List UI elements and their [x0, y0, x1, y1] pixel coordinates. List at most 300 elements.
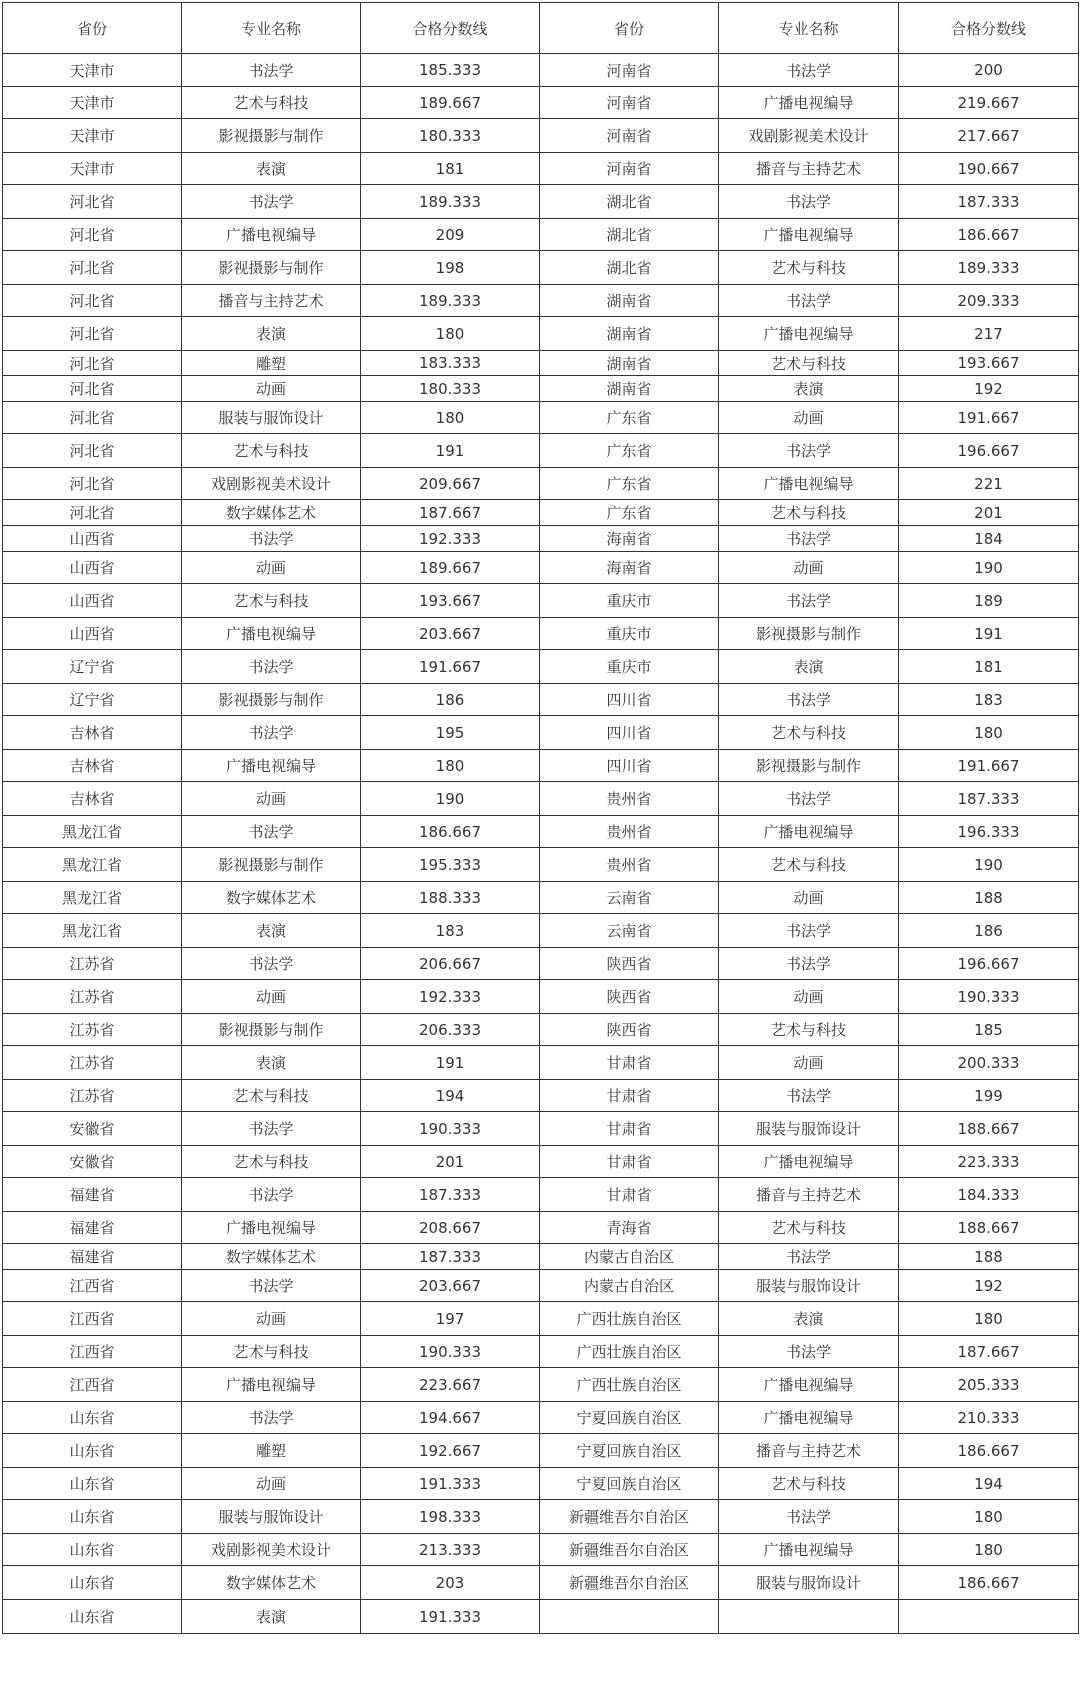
score-cell: 221	[899, 468, 1079, 500]
score-cell: 209.333	[899, 285, 1079, 317]
table-row	[3, 1244, 1079, 1270]
province-cell: 海南省	[540, 526, 719, 552]
score-cell: 191	[899, 618, 1079, 650]
score-cell: 180.333	[361, 119, 540, 153]
score-cell: 194	[899, 1468, 1079, 1500]
table-row	[3, 1600, 1079, 1634]
table-row	[3, 650, 1079, 684]
province-cell: 河南省	[540, 153, 719, 185]
province-cell: 辽宁省	[3, 650, 182, 684]
province-cell: 江苏省	[3, 1080, 182, 1112]
province-cell: 广西壮族自治区	[540, 1336, 719, 1368]
major-cell: 书法学	[182, 526, 361, 552]
table-row	[3, 285, 1079, 317]
score-cell: 191.667	[899, 402, 1079, 434]
score-cell: 191.667	[899, 750, 1079, 782]
score-cell: 192.333	[361, 980, 540, 1014]
score-cell: 196.667	[899, 434, 1079, 468]
major-cell: 广播电视编导	[182, 750, 361, 782]
table-row	[3, 526, 1079, 552]
header-province-1: 省份	[3, 3, 182, 54]
province-cell: 湖北省	[540, 251, 719, 285]
table-header	[3, 3, 1079, 54]
province-cell: 河北省	[3, 251, 182, 285]
province-cell: 吉林省	[3, 716, 182, 750]
score-cell: 189.333	[361, 285, 540, 317]
score-cell: 209.667	[361, 468, 540, 500]
major-cell: 影视摄影与制作	[182, 848, 361, 882]
major-cell: 书法学	[182, 1178, 361, 1212]
province-cell: 吉林省	[3, 750, 182, 782]
province-cell: 新疆维吾尔自治区	[540, 1566, 719, 1600]
score-cell: 185.333	[361, 54, 540, 87]
major-cell: 表演	[719, 376, 899, 402]
province-cell: 天津市	[3, 54, 182, 87]
major-cell: 书法学	[182, 1270, 361, 1302]
province-cell: 河南省	[540, 87, 719, 119]
major-cell: 艺术与科技	[719, 251, 899, 285]
major-cell: 书法学	[182, 816, 361, 848]
province-cell: 天津市	[3, 119, 182, 153]
table-row	[3, 468, 1079, 500]
score-cell: 191.333	[361, 1468, 540, 1500]
major-cell: 广播电视编导	[182, 1368, 361, 1402]
province-cell: 宁夏回族自治区	[540, 1468, 719, 1500]
score-cell: 206.667	[361, 948, 540, 980]
province-cell: 山西省	[3, 584, 182, 618]
province-cell: 山东省	[3, 1534, 182, 1566]
province-cell: 河北省	[3, 285, 182, 317]
major-cell: 书法学	[719, 584, 899, 618]
major-cell: 艺术与科技	[719, 1212, 899, 1244]
table-row	[3, 1566, 1079, 1600]
table-row	[3, 1434, 1079, 1468]
table-row	[3, 251, 1079, 285]
score-cell: 187.333	[361, 1178, 540, 1212]
score-cell: 184.333	[899, 1178, 1079, 1212]
score-cell: 180	[899, 1534, 1079, 1566]
score-cell: 183	[899, 684, 1079, 716]
table-row	[3, 376, 1079, 402]
score-cell: 213.333	[361, 1534, 540, 1566]
major-cell: 广播电视编导	[182, 618, 361, 650]
table-row	[3, 750, 1079, 782]
major-cell: 广播电视编导	[719, 1534, 899, 1566]
score-cell: 180	[361, 750, 540, 782]
score-cell: 180	[361, 317, 540, 351]
score-cell: 210.333	[899, 1402, 1079, 1434]
score-cell: 193.667	[899, 351, 1079, 376]
province-cell: 安徽省	[3, 1146, 182, 1178]
province-cell: 甘肃省	[540, 1046, 719, 1080]
province-cell: 江苏省	[3, 980, 182, 1014]
header-major-1: 专业名称	[182, 3, 361, 54]
score-cell: 203	[361, 1566, 540, 1600]
major-cell: 艺术与科技	[719, 351, 899, 376]
major-cell: 书法学	[182, 185, 361, 219]
score-cell: 189.333	[361, 185, 540, 219]
province-cell: 天津市	[3, 153, 182, 185]
major-cell: 艺术与科技	[719, 1014, 899, 1046]
major-cell: 书法学	[719, 434, 899, 468]
major-cell: 影视摄影与制作	[182, 684, 361, 716]
province-cell: 福建省	[3, 1244, 182, 1270]
table-row	[3, 684, 1079, 716]
table-row	[3, 219, 1079, 251]
score-cell: 180	[899, 716, 1079, 750]
table-row	[3, 782, 1079, 816]
major-cell: 艺术与科技	[182, 434, 361, 468]
major-cell: 动画	[719, 402, 899, 434]
score-cell: 217.667	[899, 119, 1079, 153]
major-cell: 动画	[719, 1046, 899, 1080]
table-row	[3, 1112, 1079, 1146]
score-cell: 192.667	[361, 1434, 540, 1468]
province-cell: 福建省	[3, 1212, 182, 1244]
table-row	[3, 948, 1079, 980]
table-row	[3, 1146, 1079, 1178]
major-cell: 表演	[719, 650, 899, 684]
province-cell: 湖南省	[540, 351, 719, 376]
province-cell: 安徽省	[3, 1112, 182, 1146]
table-row	[3, 1080, 1079, 1112]
major-cell: 书法学	[719, 948, 899, 980]
score-cell: 195.333	[361, 848, 540, 882]
major-cell: 影视摄影与制作	[719, 618, 899, 650]
table-row	[3, 618, 1079, 650]
major-cell: 艺术与科技	[719, 716, 899, 750]
province-cell: 天津市	[3, 87, 182, 119]
major-cell: 艺术与科技	[182, 1336, 361, 1368]
major-cell: 广播电视编导	[182, 219, 361, 251]
score-cell: 180	[899, 1500, 1079, 1534]
score-cell: 188.667	[899, 1112, 1079, 1146]
major-cell: 表演	[182, 317, 361, 351]
province-cell: 河北省	[3, 434, 182, 468]
score-cell: 180	[899, 1302, 1079, 1336]
table-row	[3, 1302, 1079, 1336]
province-cell: 内蒙古自治区	[540, 1244, 719, 1270]
major-cell: 数字媒体艺术	[182, 882, 361, 914]
score-cell: 208.667	[361, 1212, 540, 1244]
province-cell: 河北省	[3, 402, 182, 434]
major-cell: 广播电视编导	[719, 468, 899, 500]
major-cell: 表演	[182, 153, 361, 185]
major-cell: 动画	[182, 1302, 361, 1336]
table-row	[3, 185, 1079, 219]
province-cell: 山东省	[3, 1500, 182, 1534]
province-cell: 贵州省	[540, 848, 719, 882]
province-cell: 重庆市	[540, 584, 719, 618]
province-cell: 河北省	[3, 468, 182, 500]
score-cell: 198.333	[361, 1500, 540, 1534]
header-row	[3, 3, 1079, 54]
major-cell: 数字媒体艺术	[182, 1566, 361, 1600]
score-cell: 189	[899, 584, 1079, 618]
score-cell: 196.333	[899, 816, 1079, 848]
province-cell: 广西壮族自治区	[540, 1368, 719, 1402]
major-cell: 书法学	[719, 1500, 899, 1534]
table-row	[3, 402, 1079, 434]
major-cell: 艺术与科技	[182, 87, 361, 119]
province-cell: 四川省	[540, 750, 719, 782]
score-cell: 195	[361, 716, 540, 750]
table-row	[3, 1014, 1079, 1046]
major-cell: 书法学	[719, 1336, 899, 1368]
province-cell: 广东省	[540, 402, 719, 434]
major-cell: 书法学	[719, 1244, 899, 1270]
province-cell: 湖南省	[540, 285, 719, 317]
score-cell: 180	[361, 402, 540, 434]
major-cell: 服装与服饰设计	[719, 1270, 899, 1302]
score-cell: 183	[361, 914, 540, 948]
major-cell: 书法学	[719, 782, 899, 816]
major-cell: 艺术与科技	[719, 848, 899, 882]
major-cell: 表演	[719, 1302, 899, 1336]
major-cell: 书法学	[719, 684, 899, 716]
score-cell: 185	[899, 1014, 1079, 1046]
major-cell: 书法学	[182, 716, 361, 750]
table-row	[3, 119, 1079, 153]
score-cell: 223.333	[899, 1146, 1079, 1178]
major-cell: 动画	[182, 980, 361, 1014]
province-cell: 甘肃省	[540, 1112, 719, 1146]
major-cell: 动画	[182, 376, 361, 402]
score-cell: 187.333	[361, 1244, 540, 1270]
province-cell: 陕西省	[540, 980, 719, 1014]
major-cell: 书法学	[719, 914, 899, 948]
major-cell: 表演	[182, 1046, 361, 1080]
major-cell: 服装与服饰设计	[182, 402, 361, 434]
province-cell	[540, 1600, 719, 1634]
province-cell: 四川省	[540, 716, 719, 750]
major-cell: 影视摄影与制作	[719, 750, 899, 782]
table-row	[3, 54, 1079, 87]
major-cell: 艺术与科技	[719, 1468, 899, 1500]
province-cell: 河北省	[3, 317, 182, 351]
table-row	[3, 1402, 1079, 1434]
major-cell: 书法学	[719, 1080, 899, 1112]
province-cell: 山东省	[3, 1600, 182, 1634]
major-cell: 影视摄影与制作	[182, 1014, 361, 1046]
score-cell: 223.667	[361, 1368, 540, 1402]
province-cell: 内蒙古自治区	[540, 1270, 719, 1302]
table-row	[3, 584, 1079, 618]
major-cell: 数字媒体艺术	[182, 500, 361, 526]
table-row	[3, 1212, 1079, 1244]
score-cell: 186.667	[361, 816, 540, 848]
major-cell: 书法学	[719, 185, 899, 219]
province-cell: 湖南省	[540, 317, 719, 351]
score-cell: 186.667	[899, 1566, 1079, 1600]
table-row	[3, 1368, 1079, 1402]
province-cell: 山西省	[3, 618, 182, 650]
major-cell: 书法学	[182, 948, 361, 980]
table-row	[3, 848, 1079, 882]
province-cell: 黑龙江省	[3, 882, 182, 914]
score-cell: 193.667	[361, 584, 540, 618]
major-cell: 书法学	[719, 54, 899, 87]
score-cell: 192	[899, 1270, 1079, 1302]
score-cell: 190	[361, 782, 540, 816]
score-cell: 186.667	[899, 219, 1079, 251]
header-province-2: 省份	[540, 3, 719, 54]
major-cell: 书法学	[719, 526, 899, 552]
province-cell: 山东省	[3, 1468, 182, 1500]
score-cell: 199	[899, 1080, 1079, 1112]
province-cell: 河北省	[3, 376, 182, 402]
score-cell: 191	[361, 1046, 540, 1080]
province-cell: 黑龙江省	[3, 816, 182, 848]
major-cell: 广播电视编导	[719, 87, 899, 119]
table-row	[3, 1534, 1079, 1566]
province-cell: 山西省	[3, 552, 182, 584]
score-cell: 190.333	[361, 1336, 540, 1368]
province-cell: 江苏省	[3, 1014, 182, 1046]
score-cell: 203.667	[361, 1270, 540, 1302]
table-row	[3, 317, 1079, 351]
province-cell: 广西壮族自治区	[540, 1302, 719, 1336]
major-cell: 广播电视编导	[182, 1212, 361, 1244]
score-cell: 187.667	[361, 500, 540, 526]
score-cell: 190.667	[899, 153, 1079, 185]
score-cell: 194.667	[361, 1402, 540, 1434]
header-score-2: 合格分数线	[899, 3, 1079, 54]
score-cell: 188.667	[899, 1212, 1079, 1244]
score-cell: 187.333	[899, 185, 1079, 219]
major-cell: 雕塑	[182, 351, 361, 376]
province-cell: 重庆市	[540, 650, 719, 684]
major-cell: 广播电视编导	[719, 1146, 899, 1178]
score-cell: 186	[899, 914, 1079, 948]
province-cell: 甘肃省	[540, 1178, 719, 1212]
province-cell: 山东省	[3, 1402, 182, 1434]
province-cell: 江苏省	[3, 948, 182, 980]
score-cell: 206.333	[361, 1014, 540, 1046]
score-cell: 183.333	[361, 351, 540, 376]
major-cell: 播音与主持艺术	[719, 153, 899, 185]
major-cell: 播音与主持艺术	[719, 1178, 899, 1212]
score-cell: 187.333	[899, 782, 1079, 816]
score-table	[2, 2, 1079, 1634]
province-cell: 重庆市	[540, 618, 719, 650]
score-cell: 200	[899, 54, 1079, 87]
province-cell: 河北省	[3, 500, 182, 526]
score-cell: 190	[899, 848, 1079, 882]
major-cell: 广播电视编导	[719, 816, 899, 848]
province-cell: 广东省	[540, 500, 719, 526]
province-cell: 河北省	[3, 219, 182, 251]
score-cell: 200.333	[899, 1046, 1079, 1080]
table-row	[3, 1468, 1079, 1500]
score-cell: 190	[899, 552, 1079, 584]
major-cell: 动画	[719, 980, 899, 1014]
score-table-container	[2, 2, 1079, 1634]
score-cell: 190.333	[899, 980, 1079, 1014]
major-cell: 服装与服饰设计	[182, 1500, 361, 1534]
header-score-1: 合格分数线	[361, 3, 540, 54]
major-cell	[719, 1600, 899, 1634]
table-row	[3, 816, 1079, 848]
score-cell: 201	[899, 500, 1079, 526]
table-row	[3, 552, 1079, 584]
score-cell: 192.333	[361, 526, 540, 552]
province-cell: 福建省	[3, 1178, 182, 1212]
major-cell: 播音与主持艺术	[719, 1434, 899, 1468]
major-cell: 影视摄影与制作	[182, 251, 361, 285]
score-cell: 180.333	[361, 376, 540, 402]
score-cell: 196.667	[899, 948, 1079, 980]
province-cell: 山西省	[3, 526, 182, 552]
province-cell: 黑龙江省	[3, 914, 182, 948]
province-cell: 青海省	[540, 1212, 719, 1244]
score-cell: 188	[899, 882, 1079, 914]
province-cell: 贵州省	[540, 816, 719, 848]
province-cell: 陕西省	[540, 1014, 719, 1046]
score-cell: 191.333	[361, 1600, 540, 1634]
table-row	[3, 1046, 1079, 1080]
major-cell: 广播电视编导	[719, 219, 899, 251]
major-cell: 广播电视编导	[719, 1368, 899, 1402]
province-cell: 海南省	[540, 552, 719, 584]
major-cell: 服装与服饰设计	[719, 1566, 899, 1600]
major-cell: 雕塑	[182, 1434, 361, 1468]
major-cell: 广播电视编导	[719, 1402, 899, 1434]
province-cell: 吉林省	[3, 782, 182, 816]
province-cell: 黑龙江省	[3, 848, 182, 882]
score-cell: 197	[361, 1302, 540, 1336]
score-cell: 217	[899, 317, 1079, 351]
score-cell: 189.333	[899, 251, 1079, 285]
score-cell: 186.667	[899, 1434, 1079, 1468]
province-cell: 陕西省	[540, 948, 719, 980]
province-cell: 湖北省	[540, 185, 719, 219]
score-cell: 205.333	[899, 1368, 1079, 1402]
score-cell	[899, 1600, 1079, 1634]
score-cell: 201	[361, 1146, 540, 1178]
province-cell: 广东省	[540, 434, 719, 468]
province-cell: 河南省	[540, 119, 719, 153]
score-cell: 189.667	[361, 87, 540, 119]
major-cell: 动画	[719, 552, 899, 584]
major-cell: 戏剧影视美术设计	[182, 1534, 361, 1566]
province-cell: 广东省	[540, 468, 719, 500]
province-cell: 江苏省	[3, 1046, 182, 1080]
score-cell: 188.333	[361, 882, 540, 914]
province-cell: 山东省	[3, 1566, 182, 1600]
province-cell: 贵州省	[540, 782, 719, 816]
table-row	[3, 1270, 1079, 1302]
province-cell: 江西省	[3, 1270, 182, 1302]
table-row	[3, 1336, 1079, 1368]
major-cell: 广播电视编导	[719, 317, 899, 351]
table-body	[3, 54, 1079, 1634]
province-cell: 湖南省	[540, 376, 719, 402]
score-cell: 194	[361, 1080, 540, 1112]
major-cell: 影视摄影与制作	[182, 119, 361, 153]
major-cell: 表演	[182, 914, 361, 948]
major-cell: 动画	[719, 882, 899, 914]
header-major-2: 专业名称	[719, 3, 899, 54]
score-cell: 191	[361, 434, 540, 468]
score-cell: 203.667	[361, 618, 540, 650]
province-cell: 江西省	[3, 1336, 182, 1368]
major-cell: 艺术与科技	[182, 1146, 361, 1178]
score-cell: 190.333	[361, 1112, 540, 1146]
table-row	[3, 980, 1079, 1014]
major-cell: 服装与服饰设计	[719, 1112, 899, 1146]
score-cell: 192	[899, 376, 1079, 402]
